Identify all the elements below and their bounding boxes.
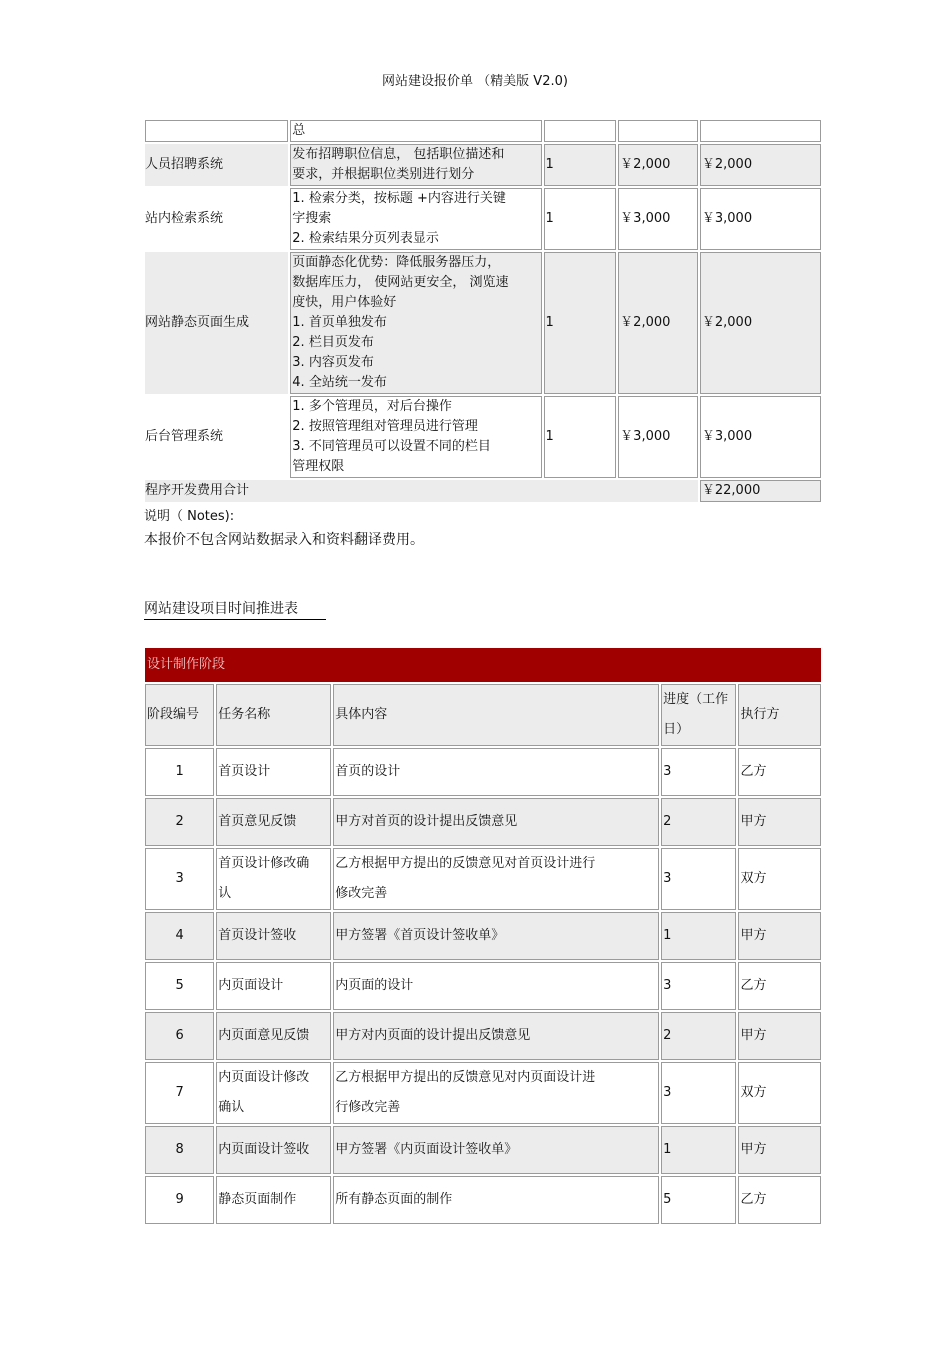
task-content-cell <box>333 962 659 1010</box>
item-qty-cell: 1 <box>544 188 617 250</box>
task-content-cell <box>333 1062 659 1124</box>
stage-no-cell: 7 <box>145 1062 214 1124</box>
task-days-cell: 2 <box>661 1012 736 1060</box>
task-name-cell-line: 首页设计修改确 <box>218 856 310 871</box>
task-party-cell: 双方 <box>738 848 821 910</box>
item-desc-cell-line: 2. 检索结果分页列表显示 <box>292 231 439 246</box>
task-name-cell <box>216 1176 331 1224</box>
task-content-cell <box>333 748 659 796</box>
task-name-cell <box>216 798 331 846</box>
item-desc-cell-line: 1. 首页单独发布 <box>292 315 387 330</box>
item-name-cell <box>145 120 288 142</box>
schedule-row <box>145 798 821 846</box>
price-row-top <box>145 120 821 142</box>
stage-no-cell: 9 <box>145 1176 214 1224</box>
task-party-cell: 乙方 <box>738 962 821 1010</box>
task-party-cell: 乙方 <box>738 1176 821 1224</box>
total-label-cell: 程序开发费用合计 <box>145 480 698 502</box>
task-days-cell: 2 <box>661 798 736 846</box>
item-desc-cell-line: 1. 检索分类，按标题 +内容进行关键 <box>292 191 506 206</box>
task-content-cell-line: 行修改完善 <box>335 1100 401 1115</box>
schedule-row <box>145 1176 821 1224</box>
item-desc-cell-line: 3. 内容页发布 <box>292 355 374 370</box>
task-content-cell <box>333 798 659 846</box>
stage-no-cell: 3 <box>145 848 214 910</box>
document-title: 网站建设报价单 （精美版 V2.0) <box>382 74 568 89</box>
schedule-row <box>145 912 821 960</box>
task-party-cell: 甲方 <box>738 798 821 846</box>
task-party-cell: 乙方 <box>738 748 821 796</box>
stage-no-cell: 1 <box>145 748 214 796</box>
task-days-cell: 3 <box>661 748 736 796</box>
item-name-cell: 人员招聘系统 <box>145 144 288 186</box>
task-name-cell-line: 静态页面制作 <box>218 1192 297 1207</box>
task-content-cell-line: 甲方对首页的设计提出反馈意见 <box>335 814 518 829</box>
task-content-cell-line: 甲方对内页面的设计提出反馈意见 <box>335 1028 531 1043</box>
item-total-cell: ￥3,000 <box>700 396 821 478</box>
task-name-cell <box>216 962 331 1010</box>
item-qty-cell <box>544 120 617 142</box>
task-party-cell: 甲方 <box>738 912 821 960</box>
item-unit-cell: ￥2,000 <box>618 144 698 186</box>
schedule-row <box>145 748 821 796</box>
task-content-cell <box>333 1012 659 1060</box>
task-content-cell-line: 乙方根据甲方提出的反馈意见对首页设计进行 <box>335 856 596 871</box>
price-row <box>145 188 821 250</box>
item-desc-cell-line: 要求，并根据职位类别进行划分 <box>292 167 475 182</box>
task-name-cell-line: 内页面设计 <box>218 978 284 993</box>
price-row <box>145 252 821 394</box>
item-qty-cell: 1 <box>544 144 617 186</box>
item-desc-cell-line: 度快，用户体验好 <box>292 295 397 310</box>
task-party-cell: 双方 <box>738 1062 821 1124</box>
item-name-cell: 网站静态页面生成 <box>145 252 288 394</box>
header-no: 阶段编号 <box>145 684 214 746</box>
task-content-cell <box>333 1176 659 1224</box>
header-task: 任务名称 <box>216 684 331 746</box>
task-content-cell-line: 甲方签署《内页面设计签收单》 <box>335 1142 518 1157</box>
task-name-cell-line: 首页设计 <box>218 764 271 779</box>
item-desc-cell <box>290 188 541 250</box>
item-qty-cell: 1 <box>544 252 617 394</box>
item-total-cell: ￥3,000 <box>700 188 821 250</box>
price-row <box>145 396 821 478</box>
task-name-cell-line: 内页面设计签收 <box>218 1142 310 1157</box>
item-total-cell <box>700 120 821 142</box>
task-days-cell: 3 <box>661 962 736 1010</box>
task-name-cell <box>216 912 331 960</box>
header-content: 具体内容 <box>333 684 659 746</box>
phase-title-cell: 设计制作阶段 <box>145 648 821 682</box>
notes-label: 说明（ Notes): <box>144 509 235 524</box>
task-days-cell: 3 <box>661 1062 736 1124</box>
item-desc-cell-line: 数据库压力， 使网站更安全， 浏览速 <box>292 275 509 290</box>
item-desc-cell-line: 3. 不同管理员可以设置不同的栏目 <box>292 439 491 454</box>
task-party-cell: 甲方 <box>738 1126 821 1174</box>
item-desc-cell-line: 2. 按照管理组对管理员进行管理 <box>292 419 478 434</box>
task-name-cell <box>216 848 331 910</box>
item-desc-cell-line: 发布招聘职位信息， 包括职位描述和 <box>292 147 505 162</box>
schedule-row <box>145 962 821 1010</box>
task-name-cell-line: 首页意见反馈 <box>218 814 297 829</box>
task-content-cell <box>333 912 659 960</box>
price-table <box>143 118 823 504</box>
header-party: 执行方 <box>738 684 821 746</box>
item-desc-cell <box>290 144 541 186</box>
task-name-cell-line: 内页面设计修改 <box>218 1070 310 1085</box>
item-desc-cell-line: 4. 全站统一发布 <box>292 375 387 390</box>
price-row <box>145 144 821 186</box>
item-unit-cell <box>618 120 698 142</box>
task-name-cell-line: 内页面意见反馈 <box>218 1028 310 1043</box>
item-unit-cell: ￥3,000 <box>618 396 698 478</box>
header-days-line: 日） <box>663 722 690 737</box>
schedule-row <box>145 1062 821 1124</box>
task-party-cell: 甲方 <box>738 1012 821 1060</box>
stage-no-cell: 5 <box>145 962 214 1010</box>
item-desc-cell-line: 管理权限 <box>292 459 345 474</box>
task-name-cell-line: 认 <box>218 886 232 901</box>
task-name-cell <box>216 748 331 796</box>
task-content-cell-line: 乙方根据甲方提出的反馈意见对内页面设计进 <box>335 1070 596 1085</box>
task-content-cell <box>333 848 659 910</box>
item-desc-cell-line: 2. 栏目页发布 <box>292 335 374 350</box>
item-name-cell: 站内检索系统 <box>145 188 288 250</box>
item-desc-cell-line: 1. 多个管理员，对后台操作 <box>292 399 452 414</box>
item-name-cell: 后台管理系统 <box>145 396 288 478</box>
schedule-header-row <box>145 684 821 746</box>
item-unit-cell: ￥2,000 <box>618 252 698 394</box>
task-name-cell-line: 首页设计签收 <box>218 928 297 943</box>
header-days <box>661 684 736 746</box>
notes-text: 本报价不包含网站数据录入和资料翻译费用。 <box>144 532 424 548</box>
task-content-cell-line: 内页面的设计 <box>335 978 414 993</box>
schedule-row <box>145 1126 821 1174</box>
stage-no-cell: 2 <box>145 798 214 846</box>
item-desc-cell: 总 <box>290 120 541 142</box>
task-days-cell: 1 <box>661 912 736 960</box>
phase-row <box>145 648 821 682</box>
task-content-cell-line: 首页的设计 <box>335 764 401 779</box>
item-qty-cell: 1 <box>544 396 617 478</box>
total-value-cell: ￥22,000 <box>700 480 821 502</box>
task-content-cell <box>333 1126 659 1174</box>
price-total-row <box>145 480 821 502</box>
item-desc-cell <box>290 396 541 478</box>
task-days-cell: 5 <box>661 1176 736 1224</box>
item-desc-cell-line: 页面静态化优势：降低服务器压力， <box>292 255 501 270</box>
item-total-cell: ￥2,000 <box>700 252 821 394</box>
schedule-row <box>145 1012 821 1060</box>
item-desc-cell-line: 字搜索 <box>292 211 332 226</box>
task-content-cell-line: 所有静态页面的制作 <box>335 1192 453 1207</box>
task-content-cell-line: 修改完善 <box>335 886 388 901</box>
task-days-cell: 1 <box>661 1126 736 1174</box>
item-desc-cell <box>290 252 541 394</box>
header-days-line: 进度（工作 <box>663 692 729 707</box>
task-name-cell <box>216 1062 331 1124</box>
task-name-cell <box>216 1012 331 1060</box>
stage-no-cell: 8 <box>145 1126 214 1174</box>
stage-no-cell: 6 <box>145 1012 214 1060</box>
task-content-cell-line: 甲方签署《首页设计签收单》 <box>335 928 505 943</box>
schedule-table <box>143 646 823 1226</box>
task-days-cell: 3 <box>661 848 736 910</box>
task-name-cell <box>216 1126 331 1174</box>
item-unit-cell: ￥3,000 <box>618 188 698 250</box>
item-total-cell: ￥2,000 <box>700 144 821 186</box>
stage-no-cell: 4 <box>145 912 214 960</box>
task-name-cell-line: 确认 <box>218 1100 245 1115</box>
schedule-row <box>145 848 821 910</box>
schedule-title: 网站建设项目时间推进表 <box>144 598 326 620</box>
